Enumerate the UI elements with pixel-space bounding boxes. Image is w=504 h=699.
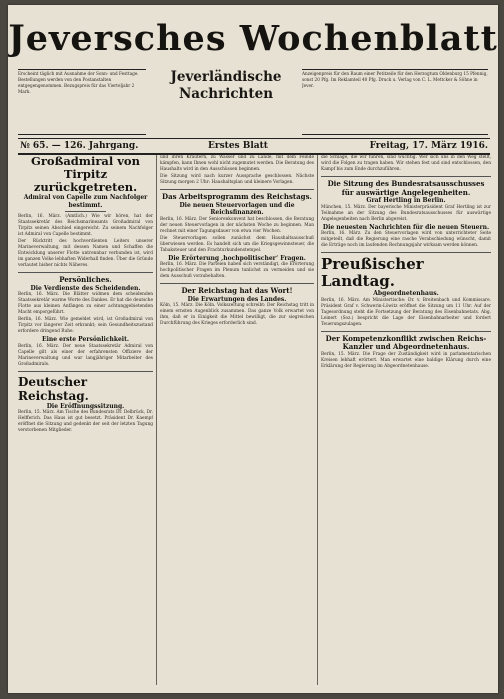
article-paragraph: Berlin, 16. März. Der Seniorenkonvent hat beschlossen, die Beratung der neuen Steuervorlagen in der nächsten Woche zu beginnen. Man rechnet mit einer Tagungsdauer von etwa vier Wochen. (160, 216, 314, 234)
article-paragraph: Berlin, 16. März. Zu den Steuervorlagen wird von unterrichteter Seite mitgeteilt, daß die Regierung eine rasche Verabschiedung wünscht, damit die Erträge noch im laufenden Rechnungsjahr wirksam werden können. (321, 231, 491, 248)
headline-reichstag: Deutscher Reichstag. (18, 374, 89, 403)
article-paragraph: Berlin, 16. März. Die Parteien haben sich verständigt, die Erörterung hochpolitischer Fragen im Plenum tunlichst zu vermeiden und sie dem Ausschuß vorzubehalten. (160, 262, 314, 279)
article-paragraph: Köln, 15. März. Die Köln. Volkszeitung schreibt: Der Reichstag tritt in einem ernsten Augenblick zusammen. Das ganze Volk erwartet von ihm, daß er in Einigkeit die Mittel bewilligt, die zur siegreichen Durchführung des Krieges erforderlich sind. (160, 303, 314, 326)
subheadline: Admiral von Capelle zum Nachfolger bestimmt. (23, 194, 148, 209)
divider (321, 176, 491, 177)
divider (65, 211, 106, 212)
advertising-info: Anzeigenpreis für den Raum einer Petitzeile für den Herzogtum Oldenburg 15 Pfennig, sonst 20 Pfg. Im Reklamteil 40 Pfg. Druck u. Verlag von C. L. Mettcker & Söhne in Jever. (302, 69, 488, 135)
article-paragraph: Berlin, 16. März. Am Ministertische: Dr. v. Breitenbach und Kommissare. Präsident Graf v. Schwerin-Löwitz eröffnet die Sitzung um 11 Uhr. Auf der Tagesordnung steht die Fortsetzung der Beratung des Eisenbahnetats. Abg. Leinert (Soz.) bespricht die Lage der Eisenbahnarbeiter und fordert Teuerungszulagen. (321, 297, 491, 327)
column-3 (321, 155, 491, 685)
subheadline: Abgeordnetenhaus. (373, 290, 439, 297)
article-paragraph: Berlin, 15. März. Am Tische des Bundesrats Dr. Delbrück, Dr. Helfferich. Das Haus ist gut besetzt. Präsident Dr. Kaempf eröffnet die Sitzung und gedenkt der seit der letzten Tagung verstorbenen Mitglieder. (18, 410, 153, 433)
subheadline: Die Eröffnungssitzung. (46, 402, 125, 410)
issue-number: № 65. — 126. Jahrgang. (20, 141, 139, 151)
column-rule (156, 155, 157, 685)
divider (18, 272, 153, 273)
article-paragraph: Die Sitzung wird nach kurzer Aussprache geschlossen. Nächste Sitzung morgen 2 Uhr: Haushaltsplan und kleinere Vorlagen. (160, 174, 314, 185)
issue-date: Freitag, 17. März 1916. (369, 141, 488, 151)
divider (321, 252, 491, 253)
column-rule (317, 155, 318, 685)
subscription-info: Erscheint täglich mit Ausnahme der Sonn- und Festtage. Bestellungen werden von den Postanstalten entgegengenommen. Bezugspreis für das Vierteljahr 2 Mark. (18, 69, 146, 135)
article-paragraph: Berlin, 16. März. Wie gemeldet wird, ist Großadmiral von Tirpitz vor längerer Zeit erkrankt; sein Gesundheitszustand erfordere dringend Ruhe. (18, 317, 153, 334)
subheadline: Die neuesten Nachrichten für die neuen Steuern. (322, 223, 490, 231)
masthead-title: Jeversches Wochenblatt (8, 18, 498, 59)
dateline (18, 138, 490, 155)
article-paragraph: Die Steuervorlagen sollen zunächst dem Haushaltsausschuß überwiesen werden. Es handelt sich um die Kriegsgewinnsteuer, die Tabaksteuer und den Frachturkundenstempel. (160, 235, 314, 253)
section-heading: Der Kompetenzkonflikt zwischen Reichs-Kanzler und Abgeordnetenhaus. (325, 333, 487, 351)
subheadline: Die neuen Steuervorlagen und die Reichsfinanzen. (179, 201, 295, 216)
masthead-subtitle: Jeverländische Nachrichten (170, 69, 282, 102)
subheadline: Die Erwartungen des Landes. (187, 295, 287, 303)
article-paragraph: die Schläge, die wir führen, sind wuchtig. Wer sich uns in den Weg stellt, wird die Folgen zu tragen haben. Wir stehen fest und sind entschlossen, den Kampf bis zum Ende durchzuführen. (321, 155, 491, 172)
article-paragraph: München, 15. März. Der bayerische Ministerpräsident Graf Hertling ist zur Teilnahme an der Sitzung des Bundesratsausschusses für auswärtige Angelegenheiten nach Berlin abgereist. (321, 204, 491, 222)
headline-landtag: Preußischer Landtag. (321, 255, 424, 290)
divider (18, 371, 153, 372)
section-heading: Der Reichstag hat das Wort! (181, 286, 293, 295)
divider (160, 283, 314, 284)
article-paragraph: Berlin, 16. März. Der neue Staatssekretär Admiral von Capelle gilt als einer der erfahrensten Offiziere der Marineverwaltung und war langjähriger Mitarbeiter des Großadmirals. (18, 343, 153, 367)
section-heading: Persönliches. (59, 275, 112, 284)
section-heading: Die Sitzung des Bundesratsausschusses für auswärtige Angelegenheiten. (327, 179, 485, 197)
divider (321, 331, 491, 332)
subheadline: Graf Hertling in Berlin. (366, 197, 446, 204)
column-1 (18, 155, 153, 685)
section-heading: Das Arbeitsprogramm des Reichstags. (162, 192, 312, 201)
sheet-label: Erstes Blatt (208, 141, 268, 151)
subheadline: Die Erörterung ‚hochpolitischer‘ Fragen. (168, 254, 306, 262)
article-paragraph: Berlin, 15. März. Die Frage der Zuständigkeit wird in parlamentarischen Kreisen lebhaft erörtert. Man erwartet eine baldige Klärung durch eine Erklärung der Regierung im Abgeordnetenhause. (321, 351, 491, 369)
article-paragraph: Der Rücktritt des hochverdienten Leiters unserer Marineverwaltung, mit dessen Namen und Schaffen die Entwicklung unserer Flotte untrennbar verbunden ist, wird im ganzen Volke lebhaften Widerhall finden. Über die Gründe verlautet bisher nichts Näheres. (18, 239, 153, 268)
subheadline: Eine erste Persönlichkeit. (42, 336, 129, 343)
article-paragraph: Berlin, 16. März. Die Blätter widmen dem scheidenden Staatssekretär warme Worte des Dankes. Er hat die deutsche Flotte aus kleinen Anfängen zu einer achtunggebietenden Macht emporgeführt. (18, 292, 153, 315)
subheadline: Die Verdienste des Scheidenden. (30, 284, 141, 292)
headline-tirpitz: Großadmiral von Tirpitz zurückgetreten. (31, 155, 140, 194)
column-2 (160, 155, 314, 685)
article-paragraph: Berlin, 16. März. (Amtlich.) Wie wir hören, hat der Staatssekretär des Reichsmarineamts Großadmiral von Tirpitz seinen Abschied eingereicht. Zu seinem Nachfolger ist Admiral von Capelle bestimmt. (18, 214, 153, 237)
article-paragraph: und ihren Kräutern, zu Wasser und zu Lande, mit dem Feinde kämpfen, kann Ihnen wohl nicht zugemutet werden. Die Beratung des Haushalts wird in den Ausschüssen beginnen. (160, 155, 314, 172)
divider (160, 189, 314, 190)
newspaper-page (8, 5, 498, 693)
